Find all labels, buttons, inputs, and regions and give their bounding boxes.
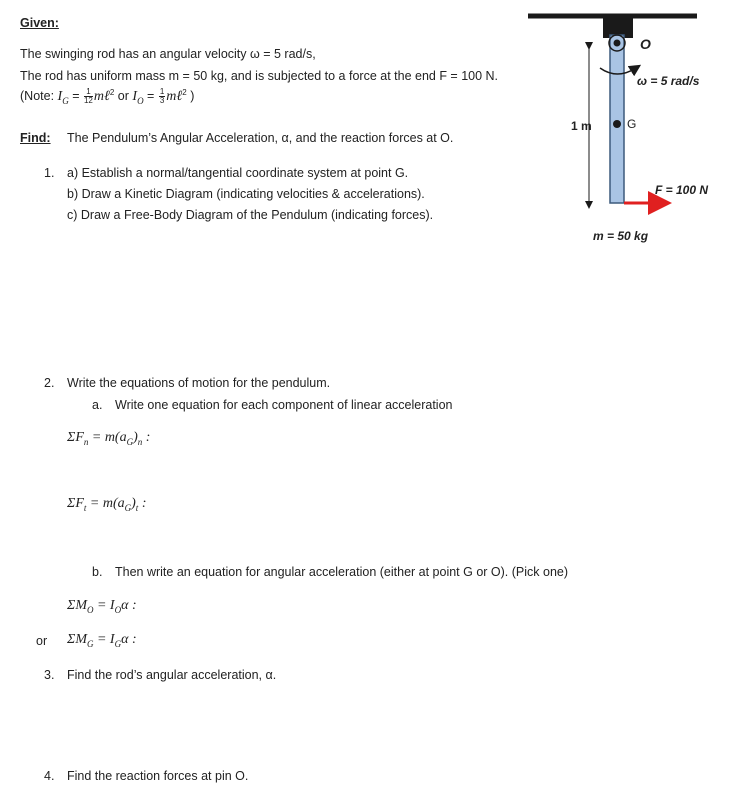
given-heading: Given: <box>20 16 59 30</box>
q3-text: Find the rod’s angular acceleration, α. <box>67 668 277 682</box>
label-O: O <box>640 36 651 52</box>
q4-number: 4. <box>44 769 55 783</box>
label-mass: m = 50 kg <box>593 229 649 243</box>
equation-moment-O: $\Sigma M_O = I_O\alpha$ : <box>67 598 137 615</box>
equation-normal-force: $\Sigma F_n = m(a_G)_n$ : <box>67 430 151 447</box>
inertia-note: (Note: $I_G$ = $\frac{1}{12}$ mℓ$^2$ or $I_O$ = $\frac{1}{3}$ mℓ$^2$ ) <box>20 87 195 106</box>
find-heading: Find: <box>20 131 51 145</box>
label-force: F = 100 N <box>655 183 709 197</box>
note-IO: $I_O$ <box>132 89 144 106</box>
label-G: G <box>627 117 637 131</box>
q2-number: 2. <box>44 376 55 390</box>
note-IG: $I_G$ <box>57 89 69 106</box>
label-length: 1 m <box>571 119 592 133</box>
q2-text: Write the equations of motion for the pendulum. <box>67 376 331 390</box>
note-prefix: (Note: <box>20 89 55 104</box>
q1-number: 1. <box>44 166 55 180</box>
find-text: The Pendulum’s Angular Acceleration, α, and the reaction forces at O. <box>67 131 454 145</box>
q2-b-text: Then write an equation for angular acceleration (either at point G or O). (Pick one) <box>115 565 569 579</box>
q1-a: a) Establish a normal/tangential coordinate system at point G. <box>67 166 409 180</box>
q2-b-number: b. <box>92 565 103 579</box>
label-omega: ω = 5 rad/s <box>637 74 700 88</box>
q2-a-text: Write one equation for each component of linear acceleration <box>115 398 453 412</box>
q1-c: c) Draw a Free-Body Diagram of the Pendulum (indicating forces). <box>67 208 434 222</box>
fraction-one-third: $\frac{1}{3}$ <box>159 87 165 106</box>
given-line-angular-velocity: The swinging rod has an angular velocity ω = 5 rad/s, <box>20 47 316 61</box>
q1-b: b) Draw a Kinetic Diagram (indicating velocities & accelerations). <box>67 187 425 201</box>
given-line-mass-force: The rod has uniform mass m = 50 kg, and is subjected to a force at the end F = 100 N. <box>20 69 499 83</box>
q4-text: Find the reaction forces at pin O. <box>67 769 249 783</box>
equation-moment-G: $\Sigma M_G = I_G\alpha$ : <box>67 632 137 649</box>
q2-a-number: a. <box>92 398 103 412</box>
q3-number: 3. <box>44 668 55 682</box>
center-of-mass-dot <box>613 120 621 128</box>
or-label: or <box>36 634 48 648</box>
fraction-one-twelfth: $\frac{1}{12}$ <box>83 87 93 106</box>
equation-tangential-force: $\Sigma F_t = m(a_G)_t$ : <box>67 496 147 513</box>
pendulum-rod <box>610 35 624 203</box>
pivot-pin <box>614 40 621 47</box>
